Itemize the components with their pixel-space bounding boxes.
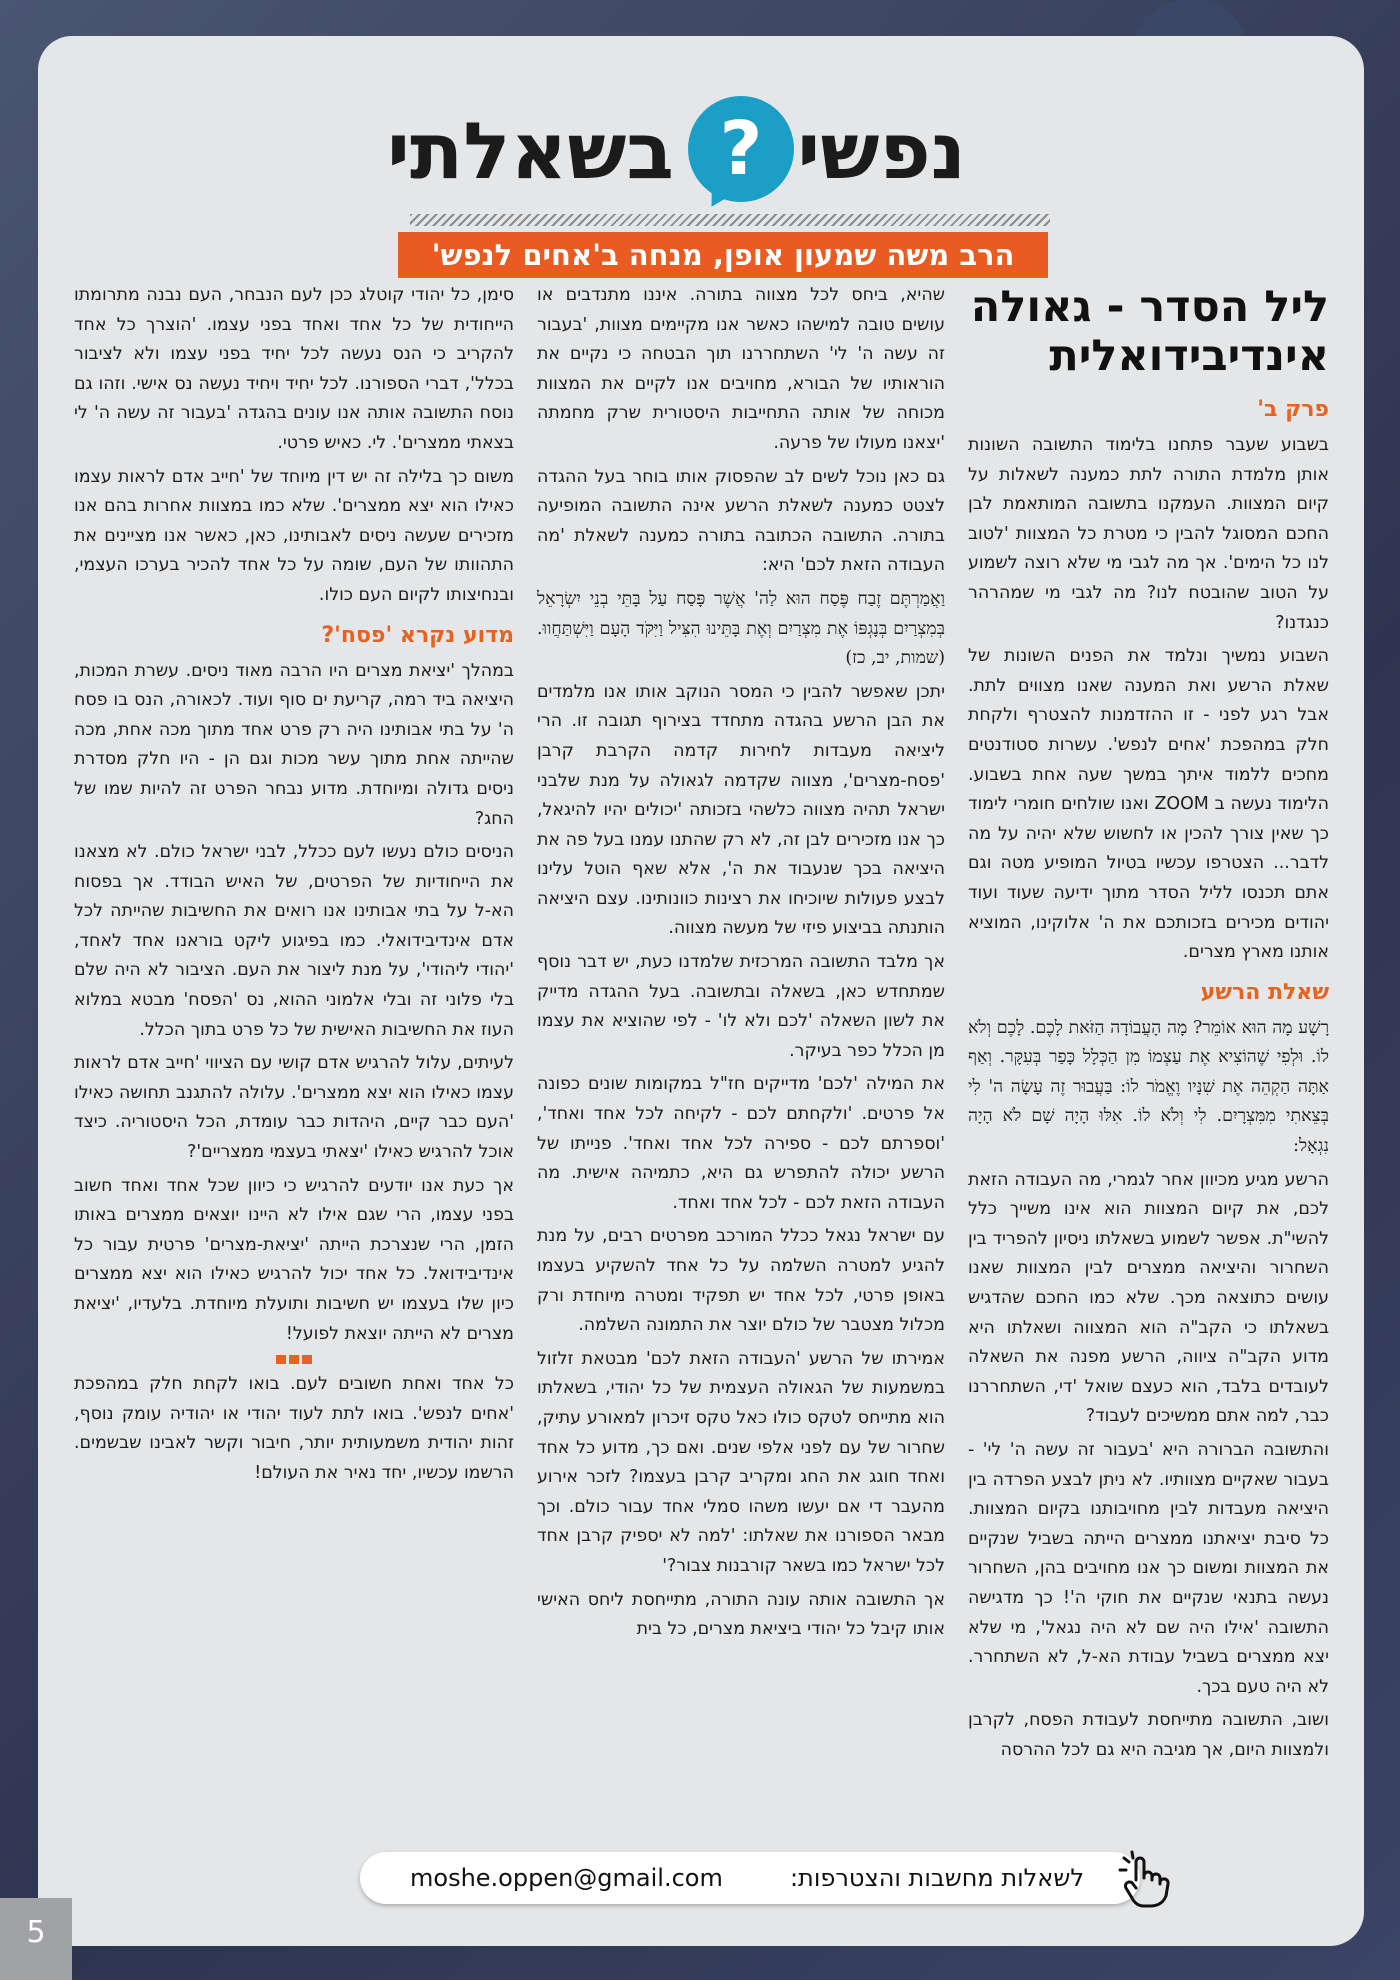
torah-quote: וַאֲמַרְתֶּם זֶבַח פֶּסַח הוּא לַה' אֲשֶׁר פָּסַח עַל בָּתֵּי בְנֵי יִשְׂרָאֵל בְּמִצְרַיִם בְּנָגְפּוֹ אֶת מִצְרַיִם וְאֶת בָּתֵּינוּ הִצִּיל וַיִּקֹּד הָעָם וַיִּשְׁתַּחֲווּ. (שמות, יב, כז): [537, 588, 945, 669]
column-right: [968, 281, 1329, 1770]
contact-email-link[interactable]: moshe.oppen@gmail.com: [410, 1864, 723, 1892]
masthead: [38, 96, 1364, 206]
question-bubble-icon: ?: [688, 96, 794, 202]
paragraph: עם ישראל נגאל ככלל המורכב מפרטים רבים, על מנת להגיע למטרה השלמה על כל אחד להשקיע בעצמו באופן פרטי, לכל אחד יש תפקיד ומטרה מיוחדת ורק מכלול מצטבר של כולם יוצר את התמונה השלמה.: [537, 1226, 945, 1336]
section-heading-wicked-question: שאלת הרשע: [1200, 979, 1329, 1005]
page-card: [38, 36, 1364, 1946]
contact-pill[interactable]: [360, 1852, 1140, 1904]
section-heading-why-pesach: מדוע נקרא 'פסח'?: [321, 622, 514, 648]
page-number: 5: [0, 1898, 72, 1980]
paragraph: אמירתו של הרשע 'העבודה הזאת לכם' מבטאת זלזול במשמעות של הגאולה העצמית של כל יהודי, בשאלתו הוא מתייחס לטקס כולו כאל טקס זיכרון למאורע עתיק, שחרור של עם לפני אלפי שנים. ואם כך, מדוע כל אחד ואחד חוגג את החג ומקריב קרבן בעצמו? לזכר אירוע מהעבר די אם יעשו משהו סמלי אחד עבור כולם. וכך מבאר הספורנו את שאלתו: 'למה לא יספיק קרבן אחד לכל ישראל כמו בשאר קורבנות צבור?': [537, 1348, 945, 1576]
paragraph: יתכן שאפשר להבין כי המסר הנוקב אותו אנו מלמדים את הבן הרשע בהגדה מתחדד בצירוף תגובה זו. הרי ליציאה מעבדות לחירות קדמה הקרבת קרבן 'פסח-מצרים', מצווה שקדמה לגאולה על מנת שלבני ישראל תהיה מצווה כלשהי בזכותה 'יכולים יהיו להיגאל, כך אנו מזכירים לבן זה, לא רק שהתנו עמנו בעל פה את היציאה בכך שנעבוד את ה', אלא שאף הוטל עלינו לבצע פעולות שיוכיחו את רצינות כוונותינו. עצם היציאה הותנתה בביצוע פיזי של מעשה מצווה.: [537, 681, 945, 939]
paragraph: שהיא, ביחס לכל מצווה בתורה. איננו מתנדבים או עושים טובה למישהו כאשר אנו מקיימים מצוות, 'בעבור זה עשה ה' לי' השתחררנו תוך הבטחה כי נקיים את הוראותיו של הבורא, מחויבים אנו לקיים את המצוות מכוחה של אותה התחייבות היסטורית שרק מחמתה 'יצאנו מעולו של פרעה.: [537, 285, 945, 453]
column-left: [74, 281, 514, 1493]
paragraph: סימן, כל יהודי קוטלג ככן לעם הנבחר, העם נבנה מתרומתו הייחודית של כל אחד ואחד בפני עצמו. 'הוצרך כל אחד להקריב כי הנס נעשה לכל יחיד בפני עצמו ולא לציבור בכלל', דברי הספורנו. לכל יחיד ויחיד נעשה נס אישי. וזהו גם נוסח התשובה אותה אנו עונים בהגדה 'בעבור זה עשה ה' לי בצאתי ממצרים'. לי. כאיש פרטי.: [74, 285, 514, 453]
paragraph: כל אחד ואחת חשובים לעם. בואו לקחת חלק במהפכת 'אחים לנפש'. בואו לתת לעוד יהודי או יהודיה עומק נוסף, זהות יהודית משמעותית יותר, חיבור וקשר לאבינו שבשמים. הרשמו עכשיו, יחד נאיר את העולם!: [74, 1374, 514, 1483]
section-divider: [74, 1355, 514, 1364]
paragraph: השבוע נמשיך ונלמד את הפנים השונות של שאלת הרשע ואת המענה שאנו מצווים לתת. אבל רגע לפני - זו ההזדמנות להצטרף ולקחת חלק במהפכת 'אחים לנפש'. עשרות סטודנטים מחכים ללמוד איתך במשך שעה אחת בשבוע. הלימוד נעשה ב ZOOM ואנו שולחים חומרי לימוד כך שאין צורך להכין או לחשוש שלא יהיה על מה לדבר... הצטרפו עכשיו בטיול המופיע מטה וגם אתם תכנסו לליל הסדר מתוך ידיעה שעוד ועוד יהודים מכירים בזכותכם את ה' אלוקינו, המוציא אותנו מארץ מצרים.: [968, 646, 1329, 963]
paragraph: בשבוע שעבר פתחנו בלימוד התשובה השונות אותן מלמדת התורה לתת כמענה לשאלות על קיום המצוות. העמקנו בתשובה המותאמת לבן החכם המסוגל להבין כי מטרת כל המצוות 'לטוב לנו כל הימים'. אך מה לגבי מי שלא רוצה לשמוע על הטוב שהובטח לנו? מה לגבי מי שמהרהר כנגדנו?: [968, 435, 1329, 633]
section-heading-part: פרק ב': [1257, 397, 1329, 422]
paragraph: לעיתים, עלול להרגיש אדם קושי עם הציווי 'חייב אדם לראות עצמו כאילו הוא יצא ממצרים'. עלולה להתגנב תחושה כאילו 'העם כבר קיים, היהדות כבר עומדת, הכל היסטוריה. כיצד אוכל להרגיש כאילו 'יצאתי בעצמי ממצריים'?: [74, 1053, 514, 1163]
paragraph: הרשע מגיע מכיוון אחר לגמרי, מה העבודה הזאת לכם, את קיום המצוות הוא אינו משייך כלל להשי"ת. אפשר לשמוע בשאלתו ניסיון להפריד בין השחרור והיציאה ממצרים לבין המצוות שאנו עושים כתוצאה מכך. שלא כמו החכם שהדגיש בשאלתו כי הקב"ה הוא המצווה ושאלתו היא מדוע הקב"ה ציווה, הרשע מפנה את השאלה לעובדים בלבד, הוא כעצם שואל 'די, השתחררנו כבר, למה אתם ממשיכים לעבוד?: [968, 1169, 1329, 1427]
author-byline: הרב משה שמעון אופן, מנחה ב'אחים לנפש': [398, 232, 1048, 278]
paragraph: משום כך בלילה זה יש דין מיוחד של 'חייב אדם לראות עצמו כאילו הוא יצא ממצרים'. שלא כמו במצוות אחרות בהם אנו מזכירים שעשה ניסים לאבותינו, כאן, כאשר אנו מציינים את התהוותו של העם, שומה על כל אחד להכיר בערכו העצמי, ובנחיצותו לקיום העם כולו.: [74, 466, 514, 605]
masthead-word-left: בשאלתי: [387, 107, 674, 197]
paragraph: במהלך 'יציאת מצרים היו הרבה מאוד ניסים. עשרת המכות, היציאה ביד רמה, קריעת ים סוף ועוד. לכאורה, הנס בו פסח ה' על בתי אבותינו היה רק פרט אחד מתוך מכה אחת, מכה שהייתה אחת מתוך עשר מכות וגם הן - היו חלק מסדרת ניסים גדולה ומיוחדת. מדוע נבחר הפרט זה להיות שמו של החג?: [74, 660, 514, 829]
paragraph: את המילה 'לכם' מדייקים חז"ל במקומות שונים כפונה אל פרטים. 'ולקחתם לכם - לקיחה לכל אחד ואחד', 'וספרתם לכם - ספירה לכל אחד ואחד'. פנייתו של הרשע יכולה להתפרש גם היא, כתמיהה אישית. מה העבודה הזאת לכם - לכל אחד ואחד.: [537, 1074, 945, 1213]
paragraph: ושוב, התשובה מתייחסת לעבודת הפסח, לקרבן ולמצוות היום, אך מגיבה היא גם לכל ההרסה: [968, 1710, 1329, 1760]
paragraph: אך התשובה אותה עונה התורה, מתייחסת ליחס האישי אותו קיבל כל יהודי ביציאת מצרים, כל בית: [537, 1589, 945, 1640]
masthead-word-right: נפשי: [797, 107, 966, 197]
paragraph: הניסים כולם נעשו לעם ככלל, לבני ישראל כולם. לא מצאנו את הייחודיות של הפרטים, של האיש הבודד. אך בפסוח הא-ל על בתי אבותינו אנו רואים את החשיבות שהייתה לכל אדם אינדיבידואלי. כמו בפיגוע ליקט בוראנו אחד לאחד, 'יהודי ליהודי', על מנת ליצור את העם. הציבור לא היה שלם בלי פלוני זה ובלי אלמוני ההוא, נס 'הפסח' מבטא במלוא העוז את החשיבות האישית של כל פרט בתוך הכלל.: [74, 842, 514, 1040]
article-title: ליל הסדר - גאולה אינדיבידואלית: [970, 282, 1329, 381]
contact-label: לשאלות מחשבות והצטרפות:: [789, 1864, 1084, 1892]
pointing-hand-icon: [1116, 1850, 1176, 1910]
paragraph: אך מלבד התשובה המרכזית שלמדנו כעת, יש דבר נוסף שמתחדש כאן, בשאלה ובתשובה. בעל ההגדה מדייק את לשון השאלה 'לכם ולא לו' - לפי שהוציא את עצמו מן הכלל כפר בעיקר.: [537, 952, 945, 1061]
column-middle: [537, 281, 945, 1649]
paragraph: אך כעת אנו יודעים להרגיש כי כיוון שכל אחד ואחד חשוב בפני עצמו, הרי שגם אילו לא היינו יוצאים ממצרים באותו הזמן, הרי שנצרכת הייתה 'יציאת-מצרים' פרטית עבור כל אינדיבידואל. כל אחד יכול להרגיש כאילו הוא יצא ממצרים כיון שלו בעצמו יש חשיבות ותועלת מיוחדת. בלעדיו, 'יציאת מצרים לא הייתה יוצאת לפועל!: [74, 1175, 514, 1344]
haggadah-quote: רָשָׁע מָה הוּא אוֹמֵר? מָה הָעֲבוֹדָה הַזֹּאת לָכֶם. לָכֶם וְלֹא לוֹ. וּלְפִי שֶׁהוֹצִיא אֶת עַצְמוֹ מִן הַכְּלָל כָּפַר בְּעִקָּר. וְאַף אַתָּה הַקְהֵה אֶת שִׁנָּיו וֶאֱמֹר לוֹ: בַּעֲבוּר זֶה עָשָׂה ה' לִי בְּצֵאתִי מִמִּצְרָיִם. לִי וְלֹא לוֹ. אִלּוּ הָיָה שָׁם לֹא הָיָה נִגְאָל:: [968, 1017, 1329, 1157]
paragraph: גם כאן נוכל לשים לב שהפסוק אותו בוחר בעל ההגדה לצטט כמענה לשאלת הרשע אינה התשובה המופיעה בתורה. התשובה הכתובה בתורה כמענה לשאלת 'מה העבודה הזאת לכם' היא:: [537, 466, 945, 576]
paragraph: והתשובה הברורה היא 'בעבור זה עשה ה' לי' - בעבור שאקיים מצוותיו. לא ניתן לבצע הפרדה בין היציאה מעבדות לבין מחויבותנו בקיום המצוות. כל סיבת יציאתנו ממצרים הייתה בשביל שנקיים את המצוות ומשום כך אנו מחויבים בהן, השחרור נעשה בתנאי שנקיים את חוקי ה'! כך מדגישה התשובה 'אילו היה שם לא היה נגאל', מי שלא יצא ממצרים בשביל עבודת הא-ל, לא השתחרר. לא היה טעם בכך.: [968, 1440, 1329, 1697]
decorative-stripes: [410, 214, 1050, 226]
